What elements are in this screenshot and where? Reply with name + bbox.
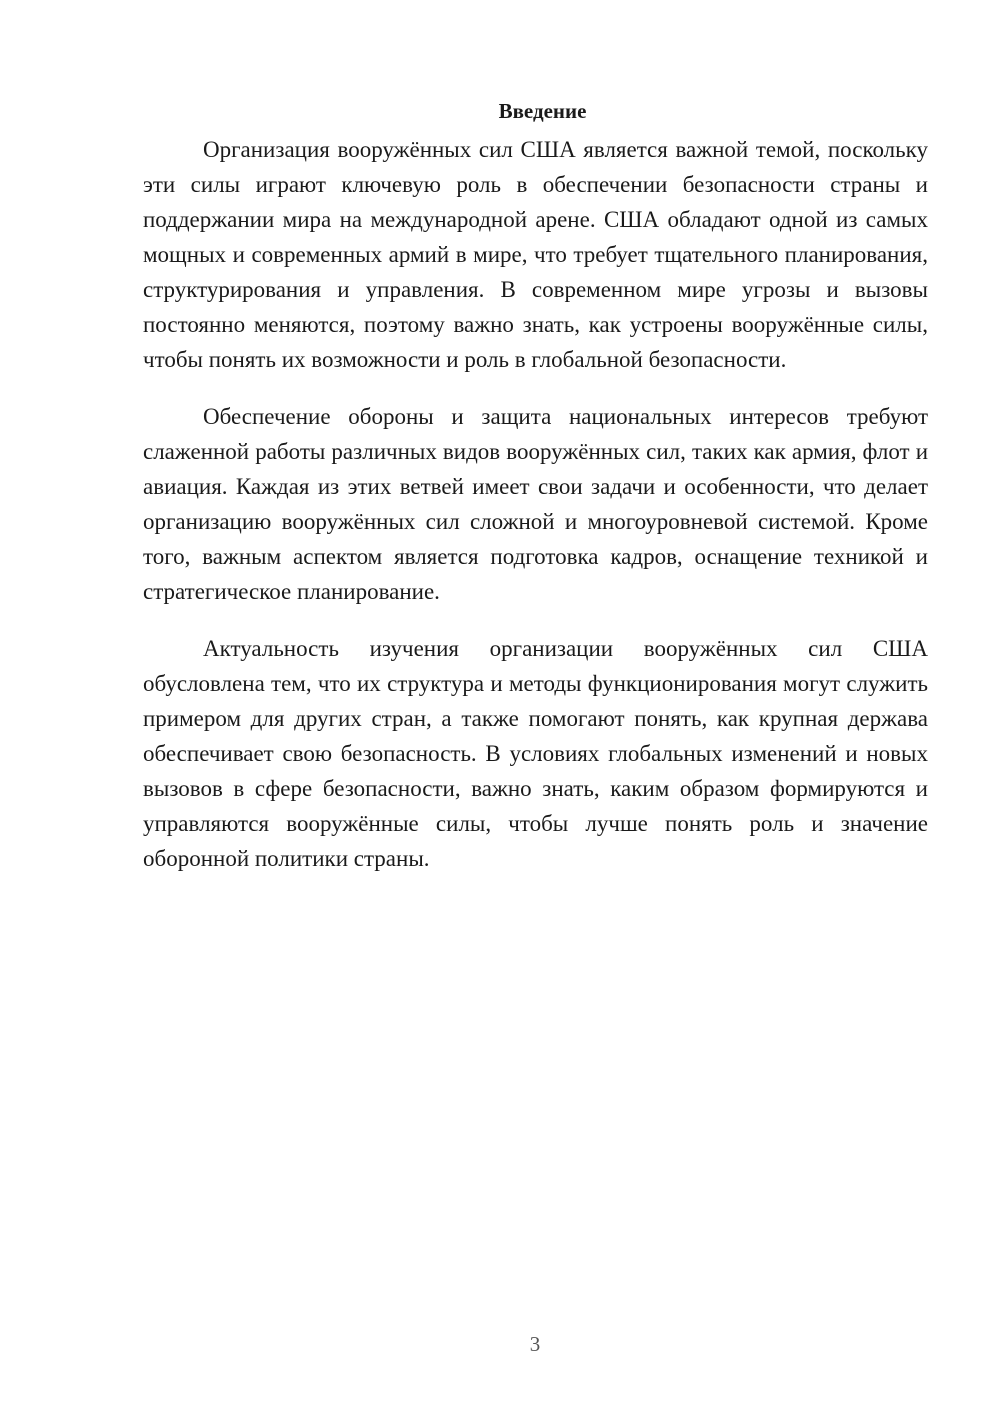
page-content bbox=[143, 96, 928, 898]
paragraph-2: Обеспечение обороны и защита национальных интересов требуют слаженной работы различных видов вооружённых сил, таких как армия, флот и авиация. Каждая из этих ветвей имеет свои задачи и особенности, что делает организацию вооружённых сил сложной и многоуровневой системой. Кроме того, важным аспектом является подготовка кадров, оснащение техникой и стратегическое планирование. bbox=[143, 404, 928, 604]
section-heading: Введение bbox=[498, 99, 587, 123]
page-number: 3 bbox=[529, 1332, 541, 1356]
paragraph-1: Организация вооружённых сил США является важной темой, поскольку эти силы играют ключевую роль в обеспечении безопасности страны и поддержании мира на международной арене. США обладают одной из самых мощных и современных армий в мире, что требует тщательного планирования, структурирования и управления. В современном мире угрозы и вызовы постоянно меняются, поэтому важно знать, как устроены вооружённые силы, чтобы понять их возможности и роль в глобальной безопасности. bbox=[143, 137, 928, 372]
paragraph-3: Актуальность изучения организации вооружённых сил США обусловлена тем, что их структура и методы функционирования могут служить примером для других стран, а также помогают понять, как крупная держава обеспечивает свою безопасность. В условиях глобальных изменений и новых вызовов в сфере безопасности, важно знать, каким образом формируются и управляются вооружённые силы, чтобы лучше понять роль и значение оборонной политики страны. bbox=[143, 636, 928, 871]
